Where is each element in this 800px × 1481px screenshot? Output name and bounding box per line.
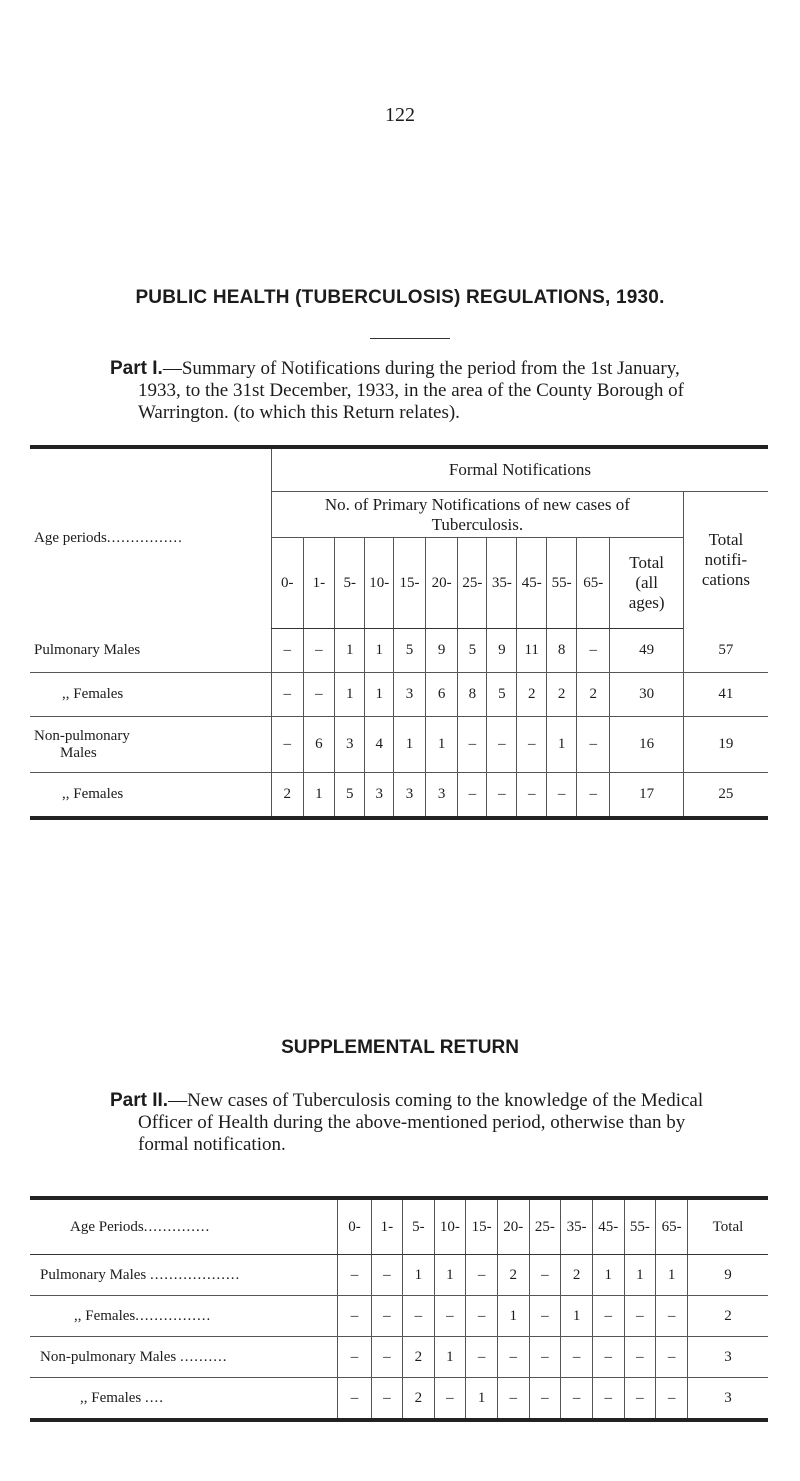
table-cell: 6 [425,673,458,717]
table-cell: 8 [547,629,577,673]
age-header: 10- [365,538,394,629]
table-cell: 1 [656,1255,688,1296]
table-cell: – [592,1337,624,1378]
part-2-description [110,1090,770,1156]
table-cell: – [434,1378,466,1421]
page-number: 122 [385,104,415,126]
table-cell: 5 [487,673,517,717]
table-cell: 17 [610,773,683,819]
table-cell: – [271,629,303,673]
age-header: 65- [577,538,610,629]
age-header: 0- [338,1198,371,1255]
total-notifications-header: Total notifi- cations [683,492,768,629]
table-cell: 49 [610,629,683,673]
table-cell: 5 [335,773,365,819]
table-cell: 2 [497,1255,529,1296]
row-label: Non-pulmonary Males .......... [30,1337,338,1378]
table-cell: – [271,717,303,773]
age-periods-header: Age periods................ [34,530,183,547]
part-1-line-3: Warrington. (to which this Return relates). [138,402,460,423]
title-divider [370,338,450,339]
table-cell: – [517,717,547,773]
age-header: 10- [434,1198,466,1255]
total-all-ages-header: Total (all ages) [610,538,683,629]
table-cell: 1 [497,1296,529,1337]
table-cell: – [371,1378,402,1421]
table-cell: 41 [683,673,768,717]
age-header: 15- [466,1198,498,1255]
part-1-lead: Part I. [110,358,163,379]
table-cell: 57 [683,629,768,673]
table-cell: – [338,1378,371,1421]
row-label: ,, Females [30,673,271,717]
age-header: 55- [624,1198,656,1255]
table-row [30,1337,768,1378]
table-cell: – [466,1337,498,1378]
age-header: 55- [547,538,577,629]
table-cell: 19 [683,717,768,773]
age-header: 1- [303,538,335,629]
table-cell: – [458,773,487,819]
table-cell: – [624,1296,656,1337]
table-cell: – [487,773,517,819]
part-1-line-1: —Summary of Notifications during the period from the 1st January, [162,358,680,379]
table-cell: – [466,1296,498,1337]
table-cell: 4 [365,717,394,773]
age-header: 0- [271,538,303,629]
table-cell: 1 [425,717,458,773]
table-cell: 2 [517,673,547,717]
table-cell: – [656,1378,688,1421]
table-cell: – [529,1378,561,1421]
table-cell: 8 [458,673,487,717]
table-cell: – [517,773,547,819]
table-cell: – [271,673,303,717]
table-cell: – [497,1378,529,1421]
age-header: 25- [458,538,487,629]
table-cell: 6 [303,717,335,773]
table-cell: 1 [547,717,577,773]
primary-notifications-header: No. of Primary Notifications of new cases of Tuberculosis. [271,492,683,538]
table-cell: 3 [365,773,394,819]
table-cell: 1 [434,1337,466,1378]
table-cell: 3 [394,773,426,819]
table-cell: – [458,717,487,773]
table-cell: – [434,1296,466,1337]
table-cell: 2 [561,1255,593,1296]
table-cell: – [592,1296,624,1337]
age-header: 35- [487,538,517,629]
age-header: 45- [517,538,547,629]
table-cell: – [592,1378,624,1421]
table-cell: – [371,1296,402,1337]
table-row [30,1296,768,1337]
table-cell: – [577,629,610,673]
age-header: 25- [529,1198,561,1255]
table-cell: 1 [335,673,365,717]
age-header: 5- [403,1198,434,1255]
table-cell: – [338,1337,371,1378]
row-label: Pulmonary Males [30,629,271,673]
table-cell: 2 [403,1337,434,1378]
age-header: 35- [561,1198,593,1255]
table-cell: 11 [517,629,547,673]
table-cell: 3 [335,717,365,773]
table-cell: 2 [403,1378,434,1421]
table-cell: – [487,717,517,773]
row-label: Pulmonary Males ................... [30,1255,338,1296]
part-2-line-1: —New cases of Tuberculosis coming to the knowledge of the Medical [168,1090,704,1111]
age-header: 20- [425,538,458,629]
age-header: 65- [656,1198,688,1255]
table-cell: 1 [365,673,394,717]
table-cell: 3 [687,1378,768,1421]
part-1-description [110,358,770,424]
table-cell: – [529,1337,561,1378]
part-2-line-2: Officer of Health during the above-mentioned period, otherwise than by [138,1112,686,1133]
row-label: ,, Females [62,786,124,802]
table-cell: – [497,1337,529,1378]
table-cell: – [624,1378,656,1421]
table-cell: – [577,717,610,773]
row-label: ,, Females .... [80,1389,164,1406]
table-cell: 1 [303,773,335,819]
table-cell: 2 [271,773,303,819]
table-cell: 1 [365,629,394,673]
age-header: 45- [592,1198,624,1255]
table-cell: 3 [687,1337,768,1378]
table-row [30,773,768,819]
table-cell: – [561,1378,593,1421]
table-cell: – [656,1296,688,1337]
table-cell: 2 [577,673,610,717]
table-cell: 25 [683,773,768,819]
supplemental-return-table [30,1196,768,1422]
table-row [30,717,768,773]
supplemental-return-title: SUPPLEMENTAL RETURN [281,1037,519,1058]
table-cell: – [338,1255,371,1296]
table-cell: – [656,1337,688,1378]
age-header: 1- [371,1198,402,1255]
table-cell: – [371,1337,402,1378]
total-header: Total [687,1198,768,1255]
table-cell: – [371,1255,402,1296]
page-title: PUBLIC HEALTH (TUBERCULOSIS) REGULATIONS, 1930. [135,287,665,308]
table-row [30,629,768,673]
table-cell: – [529,1255,561,1296]
row-label: Non-pulmonary Males [30,717,271,773]
table-row [30,1378,768,1421]
table-cell: 30 [610,673,683,717]
table-cell: 1 [561,1296,593,1337]
formal-notifications-header: Formal Notifications [271,447,768,492]
table-cell: 1 [335,629,365,673]
age-header: 15- [394,538,426,629]
table-cell: – [466,1255,498,1296]
table-cell: 1 [624,1255,656,1296]
table-cell: – [338,1296,371,1337]
table-cell: 2 [687,1296,768,1337]
table-cell: 9 [687,1255,768,1296]
part-1-line-2: 1933, to the 31st December, 1933, in the area of the County Borough of [138,380,684,401]
table-cell: 1 [434,1255,466,1296]
table-cell: – [561,1337,593,1378]
table-cell: 5 [458,629,487,673]
age-header: 5- [335,538,365,629]
table-cell: 16 [610,717,683,773]
table-cell: 9 [487,629,517,673]
part-2-line-3: formal notification. [138,1134,286,1155]
table-cell: 2 [547,673,577,717]
table-row [30,673,768,717]
table-cell: 3 [425,773,458,819]
table-cell: – [529,1296,561,1337]
table-cell: 9 [425,629,458,673]
table-cell: 3 [394,673,426,717]
age-periods-header: Age Periods.............. [30,1198,338,1255]
age-header: 20- [497,1198,529,1255]
formal-notifications-table [30,445,768,820]
table-cell: 1 [466,1378,498,1421]
table-cell: 1 [394,717,426,773]
table-cell: 5 [394,629,426,673]
table-cell: 1 [592,1255,624,1296]
part-2-lead: Part II. [110,1090,169,1111]
row-label: ,, Females................ [30,1296,338,1337]
table-cell: – [577,773,610,819]
table-cell: – [303,629,335,673]
table-cell: – [547,773,577,819]
table-cell: – [403,1296,434,1337]
table-row [30,1255,768,1296]
table-cell: – [303,673,335,717]
table-cell: – [624,1337,656,1378]
table-cell: 1 [403,1255,434,1296]
